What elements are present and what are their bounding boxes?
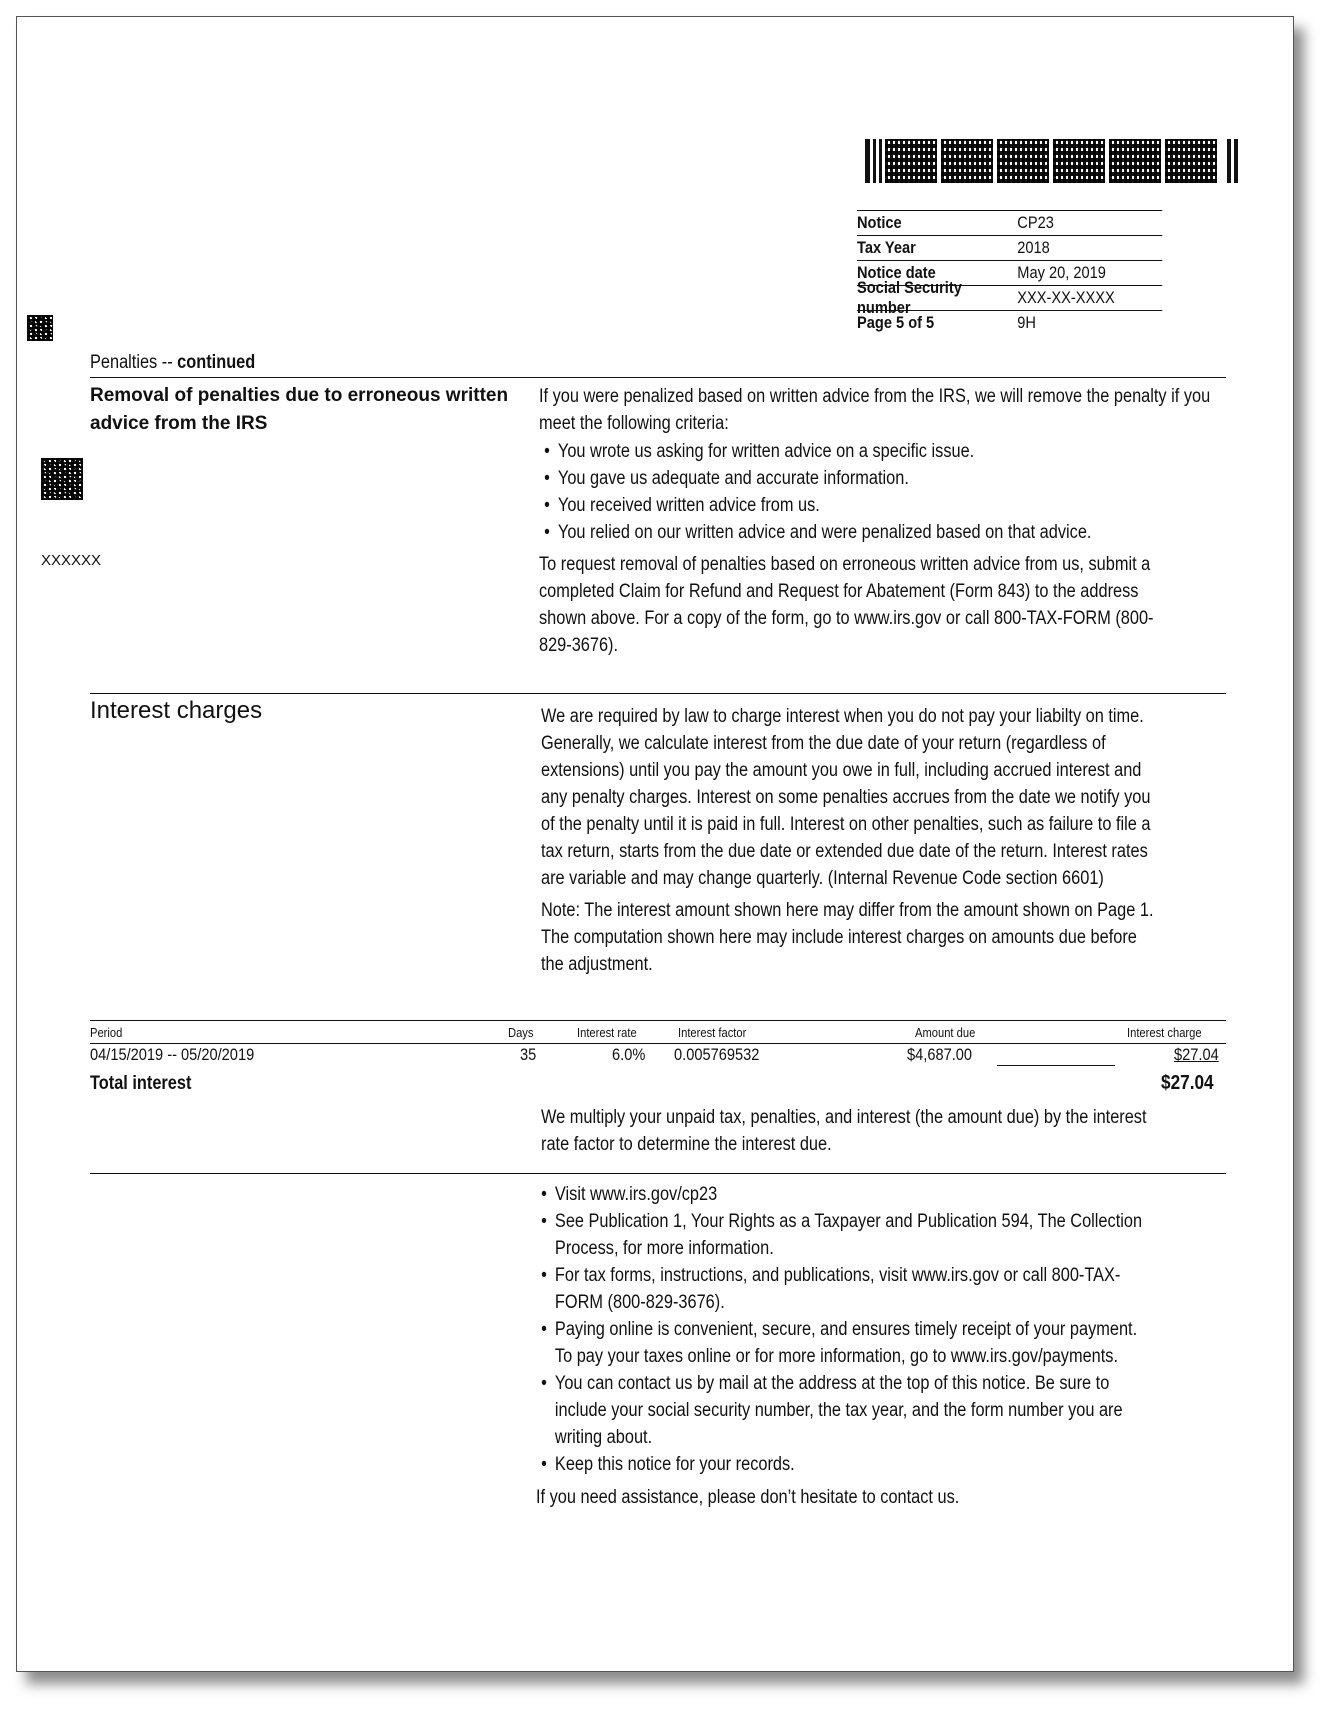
divider (90, 693, 1226, 694)
interest-explain: We multiply your unpaid tax, penalties, and interest (the amount due) by the interest rate factor to determine the interest due. (541, 1107, 1147, 1155)
interest-heading: Interest charges (90, 697, 263, 724)
list-item: • See Publication 1, Your Rights as a Taxpayer and Publication 594, The Collection Process, for more information. (536, 1208, 1155, 1262)
divider (90, 1043, 1226, 1044)
list-item: • Visit www.irs.gov/cp23 (536, 1181, 1155, 1208)
interest-body-block (541, 703, 1256, 978)
info-label: Notice date (857, 263, 936, 282)
resources-block (536, 1181, 1256, 1511)
removal-intro: If you were penalized based on written advice from the IRS, we will remove the penalty if you meet the following criteria: (539, 386, 1211, 434)
info-row-ssn (857, 278, 1162, 317)
penalties-suffix: continued (177, 352, 256, 373)
list-item: • For tax forms, instructions, and publications, visit www.irs.gov or call 800-TAX-FORM (800-829-3676). (536, 1262, 1155, 1316)
list-item: • You received written advice from us. (539, 492, 1244, 519)
row-amount: $4,687.00 (907, 1045, 973, 1064)
list-item: • You relied on our written advice and were penalized based on that advice. (539, 519, 1244, 546)
col-header-rate: Interest rate (577, 1025, 637, 1040)
info-value: May 20, 2019 (1017, 263, 1106, 282)
closing-text: If you need assistance, please don’t hesitate to contact us. (536, 1487, 960, 1508)
row-period: 04/15/2019 -- 05/20/2019 (90, 1045, 255, 1064)
removal-criteria-list (539, 438, 1244, 546)
col-header-amount: Amount due (915, 1025, 976, 1040)
info-value: XXX-XX-XXXX (1017, 288, 1115, 307)
info-label: Page 5 of 5 (857, 313, 935, 332)
removal-request: To request removal of penalties based on erroneous written advice from us, submit a completed Claim for Refund and Request for Abatement (Form 843) to the address shown above. For a copy of the form, go to www.irs.gov or call 800-TAX-FORM (800-829-3676). (539, 554, 1154, 656)
qr-code (41, 458, 83, 500)
col-header-charge: Interest charge (1127, 1025, 1202, 1040)
info-row-tax-year (857, 235, 1162, 260)
list-item: • Paying online is convenient, secure, and ensures timely receipt of your payment. To pay your taxes online or for more information, go to www.irs.gov/payments. (536, 1316, 1155, 1370)
info-row-notice (857, 210, 1162, 235)
row-rate: 6.0% (612, 1045, 646, 1064)
section-header-penalties (90, 349, 255, 376)
interest-explain-block (541, 1104, 1256, 1158)
total-interest-value: $27.04 (1161, 1072, 1214, 1094)
divider (90, 1173, 1226, 1174)
notice-info-table (857, 210, 1212, 335)
total-interest-label: Total interest (90, 1073, 192, 1094)
col-header-days: Days (508, 1025, 534, 1040)
info-value: 9H (1017, 313, 1036, 332)
interest-body: We are required by law to charge interest when you do not pay your liabilty on time. Generally, we calculate interest from the due date of your return (regardless of extensions) until you pay the amount you owe in full, including accrued interest and any penalty charges. Interest on some penalties accrues from the date we notify you of the penalty until it is paid in full. Interest on other penalties, such as failure to file a tax return, starts from the due date or extended due date of the return. Interest rates are variable and may change quarterly. (Internal Revenue Code section 6601) (541, 706, 1151, 889)
row-charge: $27.04 (1174, 1045, 1219, 1064)
list-item: • You gave us adequate and accurate information. (539, 465, 1244, 492)
qr-code-small (27, 315, 53, 341)
info-label: Notice (857, 213, 902, 232)
resources-list (536, 1181, 1155, 1478)
interest-note: Note: The interest amount shown here may differ from the amount shown on Page 1. The computation shown here may include interest charges on amounts due before the adjustment. (541, 900, 1154, 975)
col-header-period: Period (90, 1025, 123, 1040)
list-item: • You wrote us asking for written advice on a specific issue. (539, 438, 1244, 465)
info-label: Social Security number (857, 278, 962, 317)
divider (90, 1020, 1226, 1021)
left-code: XXXXXX (41, 552, 102, 569)
divider (90, 377, 1226, 378)
col-header-factor: Interest factor (678, 1025, 747, 1040)
info-label: Tax Year (857, 238, 916, 257)
info-value: CP23 (1017, 213, 1054, 232)
underline (997, 1065, 1115, 1066)
row-days: 35 (520, 1045, 537, 1064)
removal-body (539, 383, 1259, 659)
row-factor: 0.005769532 (674, 1045, 760, 1064)
removal-heading: Removal of penalties due to erroneous written advice from the IRS (90, 385, 509, 434)
penalties-prefix: Penalties -- (90, 352, 178, 373)
info-row-page (857, 310, 1162, 335)
list-item: • You can contact us by mail at the address at the top of this notice. Be sure to include your social security number, the tax year, and the form number you are writing about. (536, 1370, 1155, 1451)
list-item: • Keep this notice for your records. (536, 1451, 1155, 1478)
info-value: 2018 (1017, 238, 1050, 257)
barcode (865, 139, 1241, 183)
notice-page (16, 16, 1294, 1672)
